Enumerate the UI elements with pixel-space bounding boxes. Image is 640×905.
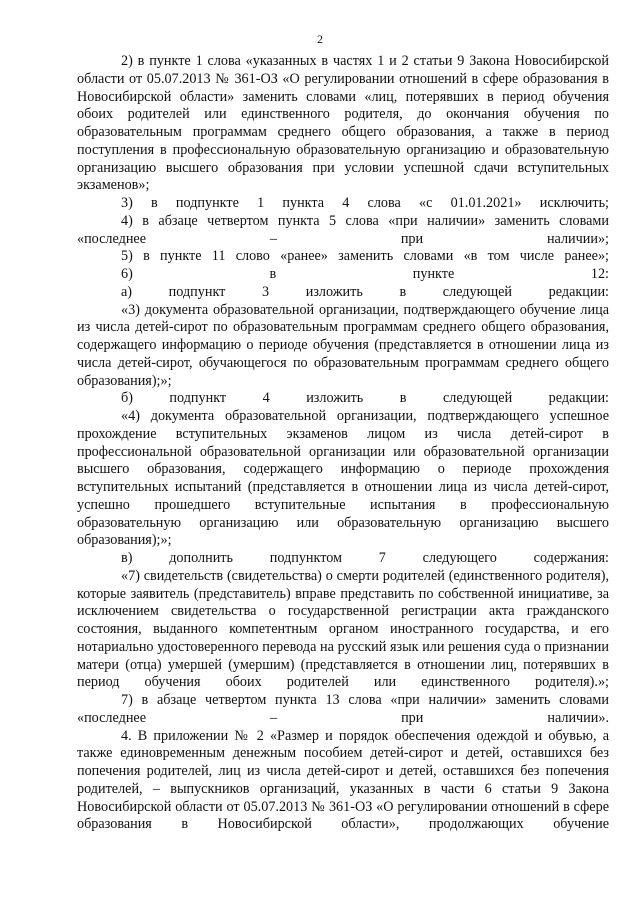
paragraph-section-4: 4. В приложении № 2 «Размер и порядок обеспечения одеждой и обувью, а также единовременным денежным пособием детей-сирот и детей, оставшихся без попечения родителей, лиц из числа детей-сирот и детей, оставшихся без попечения родителей, – выпускников организаций, указанных в части 6 статьи 9 Закона Новосибирской области от 05.07.2013 № 361-ОЗ «О регулировании отношений в сфере образования в Новосибирской области», продолжающих обучение: [77, 727, 609, 833]
paragraph-item-4: 4) в абзаце четвертом пункта 5 слова «при наличии» заменить словами «последнее – при наличии»;: [77, 212, 609, 247]
paragraph-item-2: 2) в пункте 1 слова «указанных в частях 1 и 2 статьи 9 Закона Новосибирской области от 05.07.2013 № 361-ОЗ «О регулировании отношений в сфере образования в Новосибирской области» заменить словами «лиц, потерявших в период обучения обоих родителей или единственного родителя, до окончания обучения по образовательным программам среднего общего образования, а также в период поступления в профессиональную образовательную организацию и образовательную организацию высшего образования при условии успешной сдачи вступительных экзаменов»;: [77, 53, 609, 194]
paragraph-quote-3: «3) документа образовательной организации, подтверждающего обучение лица из числа детей-сирот по образовательным программам среднего общего образования, содержащего информацию о периоде обучения (представляется в отношении лица из числа детей-сирот, обучающегося по образовательным программам среднего общего образования);»;: [77, 301, 609, 389]
page-number: 2: [317, 32, 323, 46]
paragraph-item-6: 6) в пункте 12:: [121, 266, 609, 282]
paragraph-item-3: 3) в подпункте 1 пункта 4 слова «с 01.01.2021» исключить;: [121, 195, 609, 211]
paragraph-quote-7: «7) свидетельств (свидетельства) о смерти родителей (единственного родителя), которые заявитель (представитель) вправе представить по собственной инициативе, за исключением свидетельства о государственной регистрации акта гражданского состояния, выданного компетентным органом иностранного государства, и его нотариально удостоверенного перевода на русский язык или решения суда о признании матери (отца) умершей (умершим) (представляется в отношении лиц, потерявших в период обучения обоих родителей или единственного родителя).»;: [77, 567, 609, 691]
paragraph-item-7: 7) в абзаце четвертом пункта 13 слова «при наличии» заменить словами «последнее – при наличии».: [77, 692, 609, 726]
paragraph-item-5: 5) в пункте 11 слово «ранее» заменить словами «в том числе ранее»;: [121, 248, 609, 265]
paragraph-quote-4: «4) документа образовательной организации, подтверждающего успешное прохождение вступительных экзаменов лицом из числа детей-сирот в профессиональной образовательной организации или образовательной организации высшего образования, содержащего информацию о периоде прохождения вступительных испытаний (представляется в отношении лица из числа детей-сирот, успешно прошедшего вступительные испытания в профессиональную образовательную организацию или образовательную организацию высшего образования);»;: [77, 408, 609, 549]
paragraph-subitem-a: а) подпункт 3 изложить в следующей редакции:: [121, 283, 609, 300]
paragraph-subitem-b: б) подпункт 4 изложить в следующей редакции:: [121, 390, 609, 407]
document-body: [77, 53, 609, 834]
paragraph-subitem-v: в) дополнить подпунктом 7 следующего содержания:: [121, 550, 609, 566]
